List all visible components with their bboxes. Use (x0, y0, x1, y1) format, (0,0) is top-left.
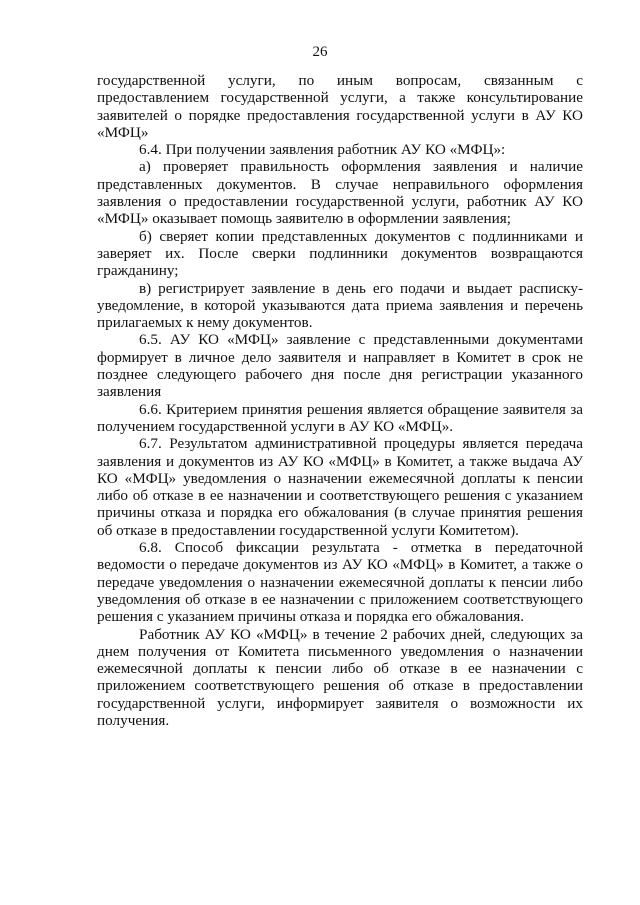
paragraph-6-4-c: в) регистрирует заявление в день его подачи и выдает расписку-уведомление, в которой указываются дата приема заявления и перечень прилагаемых к нему документов. (97, 279, 583, 332)
paragraph-6-7: 6.7. Результатом административной процедуры является передача заявления и документов из АУ КО «МФЦ» в Комитет, а также выдача АУ КО «МФЦ» уведомления о назначении ежемесячной доплаты к пенсии либо об отказе в ее назначении и соответствующего решения с указанием причины отказа и порядка его обжалования (в случае принятия решения об отказе в предоставлении государственной услуги Комитетом). (97, 435, 583, 539)
paragraph-continuation: государственной услуги, по иным вопросам, связанным с предоставлением государственной услуги, а также консультирование заявителей о порядке предоставления государственной услуги в АУ КО «МФЦ» (97, 72, 583, 141)
paragraph-6-4-b: б) сверяет копии представленных документов с подлинниками и заверяет их. После сверки подлинники документов возвращаются гражданину; (97, 227, 583, 280)
paragraph-6-5: 6.5. АУ КО «МФЦ» заявление с представленными документами формирует в личное дело заявителя и направляет в Комитет в срок не позднее следующего рабочего дня после дня регистрации указанного заявления (97, 331, 583, 401)
page-number: 26 (312, 44, 328, 60)
paragraph-6-6: 6.6. Критерием принятия решения является обращение заявителя за получением государственной услуги в АУ КО «МФЦ». (97, 400, 583, 435)
paragraph-6-4-a: а) проверяет правильность оформления заявления и наличие представленных документов. В случае неправильного оформления заявления о предоставлении государственной услуги, работник АУ КО «МФЦ» оказывает помощь заявителю в оформлении заявления; (97, 158, 583, 228)
paragraph-6-8: 6.8. Способ фиксации результата - отметка в передаточной ведомости о передаче документов из АУ КО «МФЦ» в Комитет, а также о передаче уведомления о назначении ежемесячной доплаты к пенсии либо уведомления об отказе в ее назначении с приложением соответствующего решения с указанием причины отказа и порядка его обжалования. (97, 539, 583, 626)
paragraph-6-4: 6.4. При получении заявления работник АУ КО «МФЦ»: (139, 141, 506, 159)
document-body (97, 72, 583, 729)
paragraph-worker-notice: Работник АУ КО «МФЦ» в течение 2 рабочих дней, следующих за днем получения от Комитета письменного уведомления о назначении ежемесячной доплаты к пенсии либо об отказе в ее назначении с приложением соответствующего решения об отказе в предоставлении государственной услуги, информирует заявителя о возможности их получения. (97, 625, 583, 729)
